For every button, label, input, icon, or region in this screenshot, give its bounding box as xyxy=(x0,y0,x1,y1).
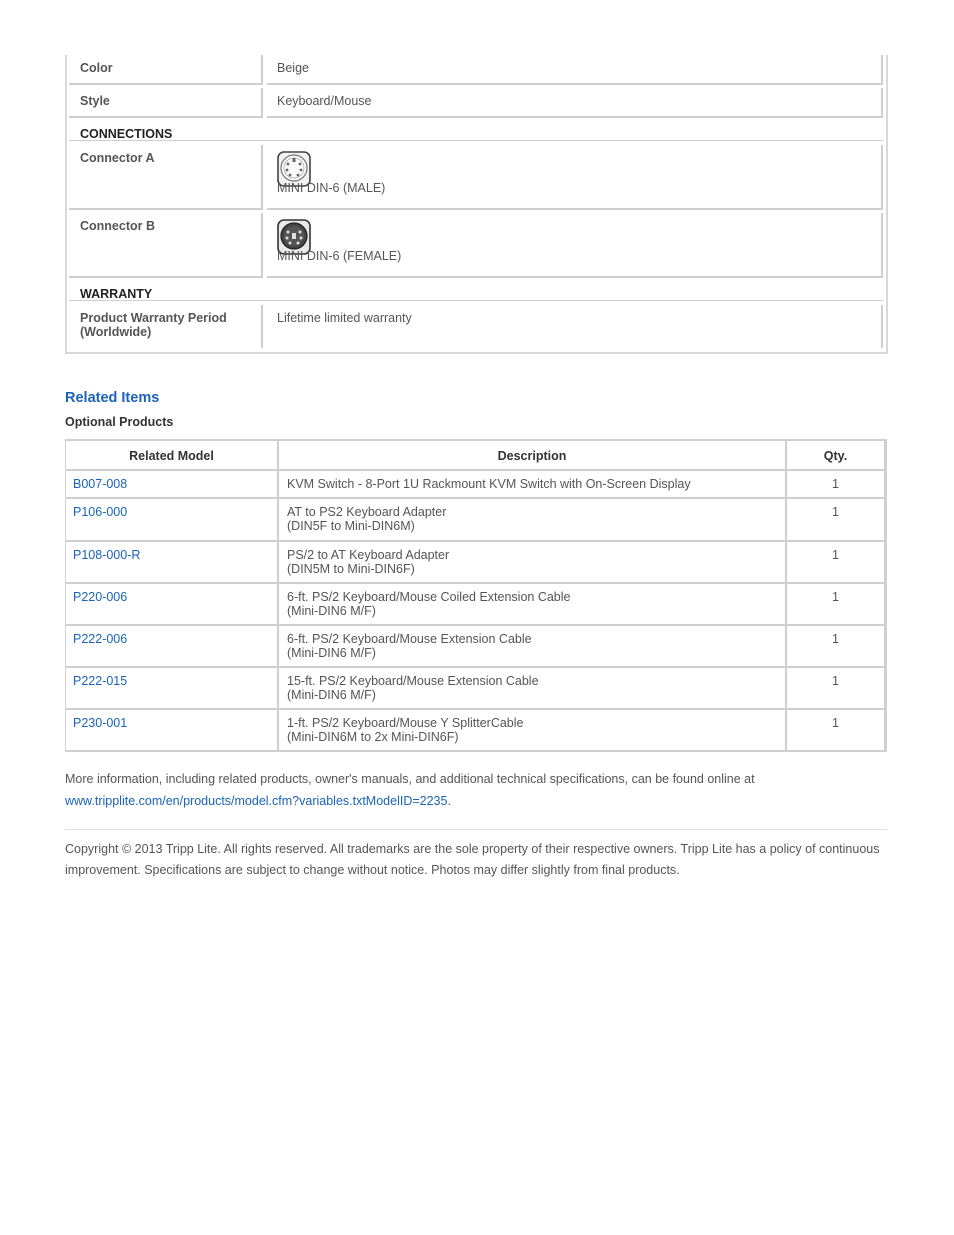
spec-label: Product Warranty Period (Worldwide) xyxy=(69,305,263,348)
spec-value xyxy=(267,145,883,210)
related-model-link[interactable]: P230-001 xyxy=(66,710,279,752)
related-items-title: Related Items xyxy=(65,390,160,406)
related-description xyxy=(279,626,787,668)
related-description xyxy=(279,584,787,626)
spec-value: Lifetime limited warranty xyxy=(267,305,883,348)
optional-products-subtitle: Optional Products xyxy=(65,415,174,429)
related-description xyxy=(279,668,787,710)
more-info-text xyxy=(65,768,895,812)
section-heading-warranty: WARRANTY xyxy=(69,281,884,301)
spec-label: Connector A xyxy=(69,145,263,210)
spec-label: Style xyxy=(69,88,263,118)
related-description xyxy=(279,710,787,752)
related-description xyxy=(279,471,787,499)
description-line: PS/2 to AT Keyboard Adapter xyxy=(287,548,450,562)
related-model-link[interactable]: P106-000 xyxy=(66,499,279,542)
description-line: (Mini-DIN6M to 2x Mini-DIN6F) xyxy=(287,730,459,744)
related-model-link[interactable]: P222-006 xyxy=(66,626,279,668)
description-line: (DIN5F to Mini-DIN6M) xyxy=(287,519,415,533)
related-model-link[interactable]: P220-006 xyxy=(66,584,279,626)
description-line: KVM Switch - 8-Port 1U Rackmount KVM Switch with On-Screen Display xyxy=(287,477,691,491)
related-products-table xyxy=(65,439,887,752)
spec-label: Connector B xyxy=(69,213,263,278)
description-line: AT to PS2 Keyboard Adapter xyxy=(287,505,447,519)
related-qty: 1 xyxy=(787,584,886,626)
column-header-qty: Qty. xyxy=(787,441,886,471)
more-info-suffix: . xyxy=(447,794,451,808)
related-qty: 1 xyxy=(787,499,886,542)
description-line: (Mini-DIN6 M/F) xyxy=(287,646,376,660)
description-line: 1-ft. PS/2 Keyboard/Mouse Y SplitterCable xyxy=(287,716,524,730)
spec-value: Keyboard/Mouse xyxy=(267,88,883,118)
connector-b-type: MINI DIN-6 (FEMALE) xyxy=(277,249,402,263)
column-header-description: Description xyxy=(279,441,787,471)
spec-table xyxy=(65,55,888,354)
related-model-link[interactable]: P222-015 xyxy=(66,668,279,710)
related-qty: 1 xyxy=(787,668,886,710)
connector-a-type: MINI DIN-6 (MALE) xyxy=(277,181,386,195)
spec-value: Beige xyxy=(267,55,883,85)
column-header-model: Related Model xyxy=(66,441,279,471)
description-line: (Mini-DIN6 M/F) xyxy=(287,688,376,702)
related-description xyxy=(279,542,787,584)
related-qty: 1 xyxy=(787,471,886,499)
related-model-link[interactable]: P108-000-R xyxy=(66,542,279,584)
description-line: 6-ft. PS/2 Keyboard/Mouse Extension Cable xyxy=(287,632,532,646)
product-page-link[interactable]: www.tripplite.com/en/products/model.cfm?variables.txtModelID=2235 xyxy=(65,794,448,808)
related-qty: 1 xyxy=(787,626,886,668)
footer-divider xyxy=(65,829,887,830)
copyright-notice: Copyright © 2013 Tripp Lite. All rights reserved. All trademarks are the sole property of their respective owners. Tripp Lite has a policy of continuous improvement. Specifications are subject to change without notice. Photos may differ slightly from final products. xyxy=(65,842,880,877)
more-info-sentence: More information, including related products, owner's manuals, and additional technical specifications, can be found online at xyxy=(65,772,755,786)
spec-label: Color xyxy=(69,55,263,85)
description-line: (DIN5M to Mini-DIN6F) xyxy=(287,562,415,576)
related-description xyxy=(279,499,787,542)
related-model-link[interactable]: B007-008 xyxy=(66,471,279,499)
spec-value xyxy=(267,213,883,278)
description-line: 6-ft. PS/2 Keyboard/Mouse Coiled Extension Cable xyxy=(287,590,571,604)
related-qty: 1 xyxy=(787,542,886,584)
related-qty: 1 xyxy=(787,710,886,752)
description-line: 15-ft. PS/2 Keyboard/Mouse Extension Cable xyxy=(287,674,539,688)
section-heading-connections: CONNECTIONS xyxy=(69,121,884,141)
description-line: (Mini-DIN6 M/F) xyxy=(287,604,376,618)
